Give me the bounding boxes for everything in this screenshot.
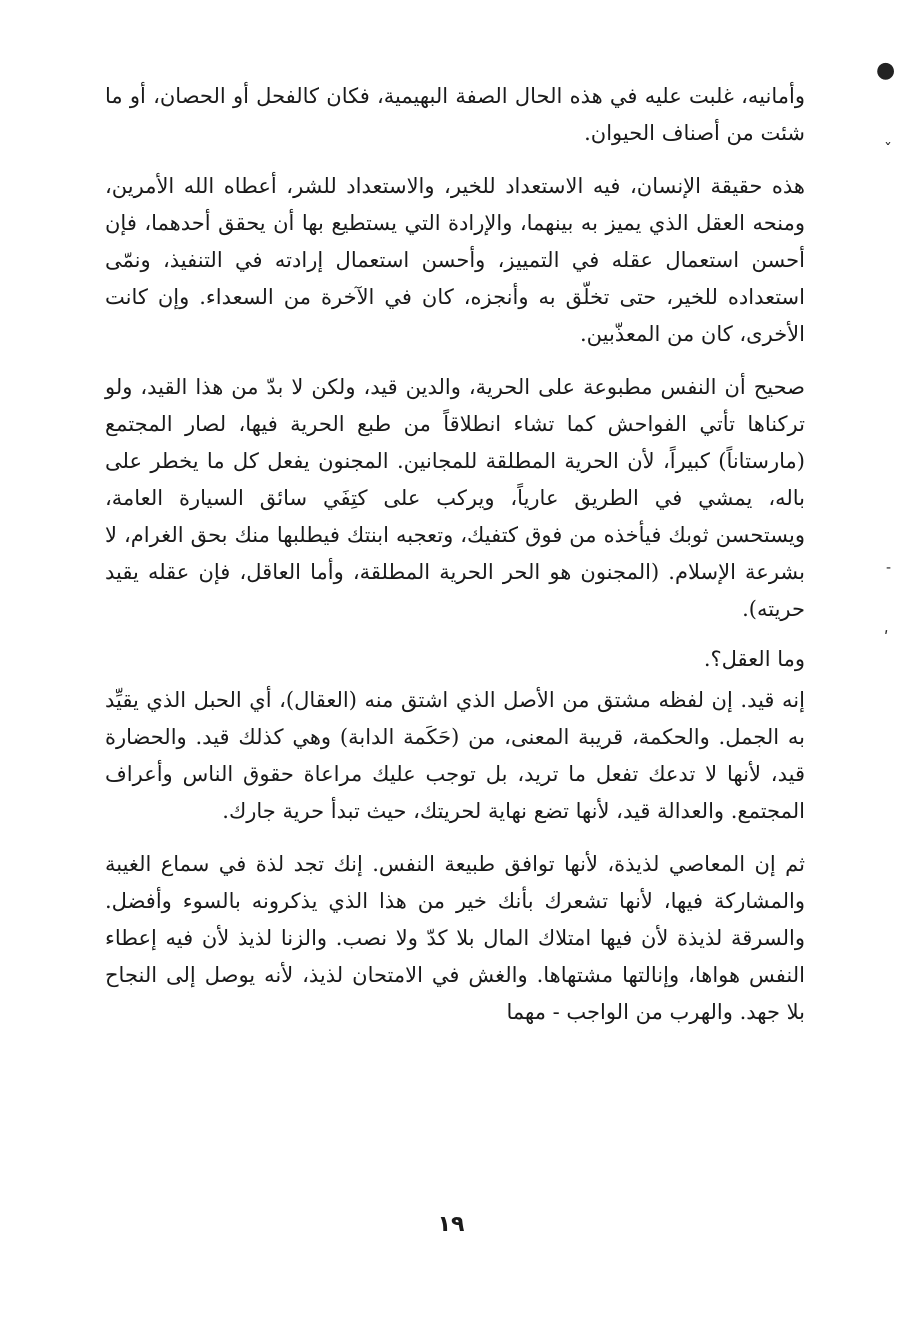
margin-ink-mark: ● bbox=[876, 58, 896, 83]
margin-dash-mark: - bbox=[886, 560, 892, 576]
margin-slash-mark: ʹ bbox=[884, 628, 889, 647]
paragraph-sins: ثم إن المعاصي لذيذة، لأنها توافق طبيعة النفس. إنك تجد لذة في سماع الغيبة والمشاركة فيها، لأنها تشعرك بأنك خير من هذا الذي يذكرونه بالسوء وأفضل. والسرقة لذيذة لأن فيها امتلاك المال بلا كدّ ولا نصب. والزنا لذيذ لأن فيه إعطاء النفس هواها، وإنالتها مشتهاها. والغش في الامتحان لذيذ، لأنه يوصل إلى النجاح بلا جهد. والهرب من الواجب - مهما bbox=[105, 852, 805, 1024]
paragraph-human-nature: هذه حقيقة الإنسان، فيه الاستعداد للخير، والاستعداد للشر، أعطاه الله الأمرين، ومنحه العقل الذي يميز به بينهما، والإرادة التي يستطيع بها أن يحقق أحدهما، فإن أحسن استعمال عقله في التمييز، وأحسن استعمال إرادته في التنفيذ، ونمّى استعداده للخير، حتى تخلّق به وأنجزه، كان في الآخرة من السعداء. وإن كانت الأخرى، كان من المعذّبين. bbox=[105, 174, 805, 346]
page-body bbox=[105, 78, 805, 1031]
paragraph-reason: إنه قيد. إن لفظه مشتق من الأصل الذي اشتق منه (العقال)، أي الحبل الذي يقيِّد به الجمل. والحكمة، قريبة المعنى، من (حَكَمة الدابة) وهي كذلك قيد. والحضارة قيد، لأنها لا تدعك تفعل ما تريد، بل توجب عليك مراعاة حقوق الناس وأعراف المجتمع. والعدالة قيد، لأنها تضع نهاية لحريتك، حيث تبدأ حرية جارك. bbox=[105, 688, 805, 823]
paragraph-question: وما العقل؟. bbox=[703, 647, 805, 671]
paragraph-freedom: صحيح أن النفس مطبوعة على الحرية، والدين قيد، ولكن لا بدّ من هذا القيد، ولو تركناها تأتي الفواحش كما تشاء انطلاقاً من طبع الحرية فيها، لصار المجتمع (مارستاناً) كبيراً، لأن الحرية المطلقة للمجانين. المجنون يفعل كل ما يخطر على باله، يمشي في الطريق عارياً، ويركب على كتِفَي سائق السيارة العامة، ويستحسن ثوبك فيأخذه من فوق كتفيك، وتعجبه ابنتك فيطلبها منك بحق الغرام، لا بشرعة الإسلام. (المجنون هو الحر الحرية المطلقة، وأما العاقل، فإن عقله يقيد حريته). bbox=[105, 375, 805, 621]
page-number: ١٩ bbox=[437, 1212, 465, 1237]
margin-tick-mark: ˇ bbox=[884, 140, 892, 159]
paragraph-continuation: وأمانيه، غلبت عليه في هذه الحال الصفة البهيمية، فكان كالفحل أو الحصان، أو ما شئت من أصناف الحيوان. bbox=[105, 84, 805, 145]
